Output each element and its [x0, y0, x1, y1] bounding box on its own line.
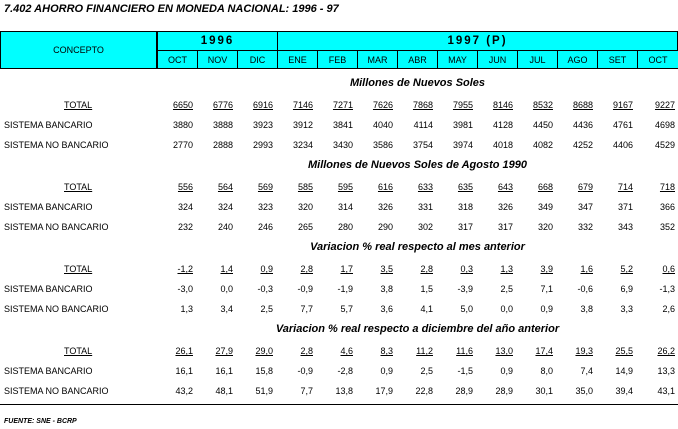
table-cell: 4406 — [612, 140, 633, 150]
table-cell: -1,5 — [457, 366, 473, 376]
table-cell: 4040 — [372, 120, 393, 130]
table-cell: 4529 — [654, 140, 675, 150]
table-cell: 7955 — [452, 100, 473, 110]
table-cell: 3,9 — [540, 264, 553, 274]
table-cell: -0,9 — [297, 366, 313, 376]
section-title: Millones de Nuevos Soles de Agosto 1990 — [307, 159, 528, 171]
table-cell: 2770 — [172, 140, 193, 150]
table-cell: 7626 — [372, 100, 393, 110]
row-label-total: TOTAL — [64, 346, 93, 356]
table-cell: 4436 — [572, 120, 593, 130]
table-cell: 9167 — [612, 100, 633, 110]
table-cell: 324 — [177, 202, 193, 212]
table-cell: 0,9 — [380, 366, 393, 376]
table-cell: 314 — [337, 202, 353, 212]
table-cell: 0,9 — [540, 304, 553, 314]
table-cell: 2,8 — [300, 264, 313, 274]
table-cell: 352 — [659, 222, 675, 232]
table-cell: 635 — [457, 182, 473, 192]
table-cell: 35,0 — [575, 386, 593, 396]
table-cell: 564 — [217, 182, 233, 192]
year-1997-label: 1997 (P) — [447, 35, 508, 47]
table-cell: 3841 — [332, 120, 353, 130]
table-cell: 43,2 — [175, 386, 193, 396]
row-label: SISTEMA NO BANCARIO — [4, 140, 109, 150]
row-label: SISTEMA NO BANCARIO — [4, 304, 109, 314]
row-label: SISTEMA BANCARIO — [4, 366, 93, 376]
row-label-total: TOTAL — [64, 100, 93, 110]
table-cell: 595 — [337, 182, 353, 192]
table-cell: 51,9 — [255, 386, 273, 396]
concepto-label: CONCEPTO — [53, 45, 104, 55]
table-cell: 1,3 — [500, 264, 513, 274]
table-cell: 3,8 — [380, 284, 393, 294]
month-header: JUN — [477, 50, 518, 69]
table-cell: -0,9 — [297, 284, 313, 294]
table-cell: 1,6 — [580, 264, 593, 274]
table-cell: 9227 — [654, 100, 675, 110]
table-cell: 0,0 — [500, 304, 513, 314]
table-cell: 569 — [257, 182, 273, 192]
table-cell: 318 — [457, 202, 473, 212]
table-cell: 585 — [297, 182, 313, 192]
table-cell: 11,6 — [456, 346, 473, 356]
table-cell: 324 — [217, 202, 233, 212]
table-cell: 5,0 — [460, 304, 473, 314]
table-cell: 2,5 — [420, 366, 433, 376]
month-header: MAR — [357, 50, 398, 69]
table-cell: 27,9 — [215, 346, 233, 356]
table-cell: 2993 — [252, 140, 273, 150]
table-cell: 4128 — [492, 120, 513, 130]
table-cell: 366 — [659, 202, 675, 212]
table-cell: 0,6 — [662, 264, 675, 274]
table-cell: 1,3 — [180, 304, 193, 314]
table-cell: 3974 — [452, 140, 473, 150]
table-cell: -1,3 — [659, 284, 675, 294]
table-cell: 8688 — [572, 100, 593, 110]
table-cell: 5,2 — [620, 264, 633, 274]
table-cell: -0,3 — [257, 284, 273, 294]
table-cell: 16,1 — [175, 366, 193, 376]
month-header: ENE — [277, 50, 318, 69]
table-cell: 4082 — [532, 140, 553, 150]
table-cell: 2888 — [212, 140, 233, 150]
section-title: Variacion % real respecto al mes anterior — [310, 241, 525, 253]
table-cell: 0,9 — [500, 366, 513, 376]
table-cell: 22,8 — [415, 386, 433, 396]
header-year-1997 — [277, 31, 678, 51]
table-cell: 0,0 — [220, 284, 233, 294]
table-cell: 2,8 — [300, 346, 313, 356]
table-cell: 240 — [217, 222, 233, 232]
table-cell: 320 — [297, 202, 313, 212]
row-label: SISTEMA NO BANCARIO — [4, 222, 109, 232]
table-cell: 4450 — [532, 120, 553, 130]
table-cell: 11,2 — [416, 346, 433, 356]
row-label-total: TOTAL — [64, 264, 93, 274]
source-footnote: FUENTE: SNE - BCRP — [4, 418, 77, 425]
row-label-total: TOTAL — [64, 182, 93, 192]
table-cell: 4761 — [612, 120, 633, 130]
table-cell: 7,7 — [300, 386, 313, 396]
table-cell: 280 — [337, 222, 353, 232]
table-cell: 17,4 — [535, 346, 553, 356]
table-cell: 28,9 — [495, 386, 513, 396]
table-cell: 4018 — [492, 140, 513, 150]
table-cell: -3,0 — [177, 284, 193, 294]
table-cell: 15,8 — [255, 366, 273, 376]
table-cell: 0,3 — [460, 264, 473, 274]
table-cell: 13,8 — [335, 386, 353, 396]
table-cell: 331 — [417, 202, 433, 212]
table-cell: 290 — [377, 222, 393, 232]
table-cell: 29,0 — [255, 346, 273, 356]
table-cell: 6,9 — [620, 284, 633, 294]
table-cell: 326 — [497, 202, 513, 212]
table-cell: 4,1 — [420, 304, 433, 314]
header-concepto — [0, 31, 157, 69]
table-cell: 643 — [497, 182, 513, 192]
row-label: SISTEMA NO BANCARIO — [4, 386, 109, 396]
table-cell: 6776 — [212, 100, 233, 110]
table-cell: 616 — [377, 182, 393, 192]
table-cell: 3912 — [292, 120, 313, 130]
month-header: JUL — [517, 50, 558, 69]
table-cell: 19,3 — [575, 346, 593, 356]
table-cell: 8146 — [492, 100, 513, 110]
table-cell: 332 — [577, 222, 593, 232]
table-cell: 2,8 — [420, 264, 433, 274]
table-cell: -3,9 — [457, 284, 473, 294]
header-year-1996 — [157, 31, 278, 51]
table-cell: 3430 — [332, 140, 353, 150]
table-cell: 26,1 — [175, 346, 193, 356]
table-cell: 679 — [577, 182, 593, 192]
table-cell: 13,0 — [495, 346, 513, 356]
table-cell: -1,9 — [337, 284, 353, 294]
table-cell: 26,2 — [657, 346, 675, 356]
table-cell: 4252 — [572, 140, 593, 150]
month-header: ABR — [397, 50, 438, 69]
table-cell: 25,5 — [615, 346, 633, 356]
table-cell: 3,6 — [380, 304, 393, 314]
table-cell: 7,1 — [540, 284, 553, 294]
table-cell: 320 — [537, 222, 553, 232]
month-header: MAY — [437, 50, 478, 69]
table-cell: 232 — [177, 222, 193, 232]
table-cell: 347 — [577, 202, 593, 212]
table-cell: 718 — [659, 182, 675, 192]
table-cell: 326 — [377, 202, 393, 212]
table-cell: 16,1 — [215, 366, 233, 376]
table-cell: 2,5 — [260, 304, 273, 314]
table-cell: 633 — [417, 182, 433, 192]
table-cell: 28,9 — [455, 386, 473, 396]
table-cell: 343 — [617, 222, 633, 232]
table-cell: 2,6 — [662, 304, 675, 314]
table-cell: 7868 — [412, 100, 433, 110]
month-header: OCT — [157, 50, 198, 69]
table-cell: 714 — [617, 182, 633, 192]
table-cell: 3586 — [372, 140, 393, 150]
table-cell: 302 — [417, 222, 433, 232]
table-cell: 4,6 — [340, 346, 353, 356]
table-cell: 39,4 — [615, 386, 633, 396]
table-cell: 0,9 — [260, 264, 273, 274]
table-cell: 3888 — [212, 120, 233, 130]
table-cell: -0,6 — [577, 284, 593, 294]
table-cell: 668 — [537, 182, 553, 192]
table-cell: 4114 — [413, 120, 433, 130]
month-header: NOV — [197, 50, 238, 69]
table-cell: 17,9 — [375, 386, 393, 396]
table-cell: 3880 — [172, 120, 193, 130]
month-header: AGO — [557, 50, 598, 69]
table-cell: 349 — [537, 202, 553, 212]
table-cell: 371 — [617, 202, 633, 212]
table-cell: 1,7 — [340, 264, 353, 274]
table-cell: 4698 — [654, 120, 675, 130]
table-cell: 246 — [257, 222, 273, 232]
table-cell: 7271 — [332, 100, 353, 110]
table-cell: 556 — [177, 182, 193, 192]
table-cell: 3234 — [292, 140, 313, 150]
table-cell: 30,1 — [535, 386, 553, 396]
table-cell: 2,5 — [500, 284, 513, 294]
bottom-rule — [0, 404, 678, 405]
table-cell: 5,7 — [340, 304, 353, 314]
table-cell: 7146 — [292, 100, 313, 110]
row-label: SISTEMA BANCARIO — [4, 120, 93, 130]
table-cell: 1,4 — [220, 264, 233, 274]
table-cell: 6650 — [172, 100, 193, 110]
table-cell: -2,8 — [337, 366, 353, 376]
table-cell: 3754 — [412, 140, 433, 150]
table-cell: 3,5 — [380, 264, 393, 274]
table-cell: -1,2 — [177, 264, 193, 274]
table-cell: 14,9 — [615, 366, 633, 376]
table-cell: 3,3 — [620, 304, 633, 314]
table-cell: 1,5 — [420, 284, 433, 294]
table-cell: 3923 — [252, 120, 273, 130]
table-cell: 13,3 — [657, 366, 675, 376]
year-1996-label: 1996 — [200, 35, 235, 47]
table-cell: 323 — [257, 202, 273, 212]
month-header: DIC — [237, 50, 278, 69]
table-cell: 317 — [497, 222, 513, 232]
table-cell: 43,1 — [657, 386, 675, 396]
table-cell: 6916 — [252, 100, 273, 110]
section-title: Variacion % real respecto a diciembre del año anterior — [275, 323, 560, 335]
table-cell: 8,3 — [380, 346, 393, 356]
table-cell: 48,1 — [215, 386, 233, 396]
month-header: OCT — [637, 50, 678, 69]
table-cell: 3,8 — [580, 304, 593, 314]
table-cell: 317 — [457, 222, 473, 232]
table-cell: 3981 — [452, 120, 473, 130]
table-cell: 8,0 — [540, 366, 553, 376]
section-title: Millones de Nuevos Soles — [349, 77, 486, 89]
row-label: SISTEMA BANCARIO — [4, 202, 93, 212]
row-label: SISTEMA BANCARIO — [4, 284, 93, 294]
month-header: FEB — [317, 50, 358, 69]
table-cell: 7,7 — [300, 304, 313, 314]
table-title: 7.402 AHORRO FINANCIERO EN MONEDA NACIONAL: 1996 - 97 — [4, 3, 339, 15]
table-cell: 7,4 — [580, 366, 593, 376]
table-cell: 3,4 — [220, 304, 233, 314]
table-cell: 265 — [297, 222, 313, 232]
month-header: SET — [597, 50, 638, 69]
table-cell: 8532 — [532, 100, 553, 110]
